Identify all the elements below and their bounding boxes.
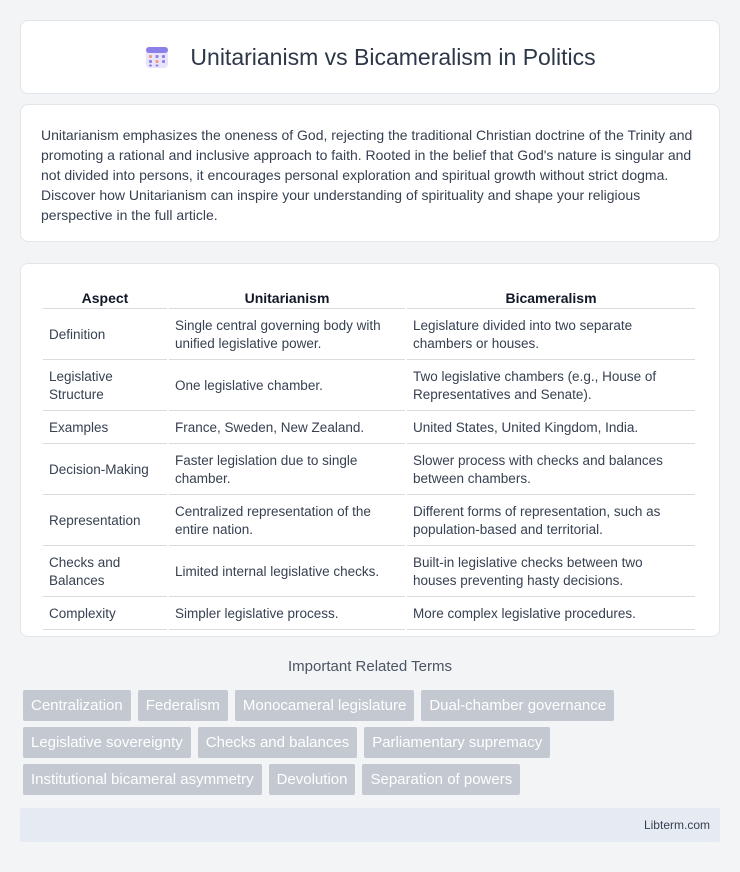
cell-aspect: Examples [43,413,167,444]
cell-unitarianism: Single central governing body with unified legislative power. [169,311,405,360]
tag-devolution[interactable]: Devolution [269,764,356,795]
cell-bicameralism: Two legislative chambers (e.g., House of Representatives and Senate). [407,362,695,411]
cell-unitarianism: Simpler legislative process. [169,599,405,630]
tag-institutional-bicameral-asymmetry[interactable]: Institutional bicameral asymmetry [23,764,262,795]
related-terms [23,690,723,801]
tag-parliamentary-supremacy[interactable]: Parliamentary supremacy [364,727,550,758]
header-card [20,20,720,94]
footer-site-link[interactable]: Libterm.com [643,818,710,832]
cell-bicameralism: More complex legislative procedures. [407,599,695,630]
tag-row [23,690,723,721]
header [144,44,595,71]
table-row [43,446,695,495]
cell-unitarianism: Limited internal legislative checks. [169,548,405,597]
tag-separation-of-powers[interactable]: Separation of powers [362,764,520,795]
cell-bicameralism: Different forms of representation, such as population-based and territorial. [407,497,695,546]
table-header-row [43,287,695,309]
related-terms-title: Important Related Terms [288,658,452,675]
cell-unitarianism: One legislative chamber. [169,362,405,411]
table-row [43,497,695,546]
page-title: Unitarianism vs Bicameralism in Politics [190,43,596,70]
tag-row [23,727,723,758]
intro-text: Unitarianism emphasizes the oneness of God, rejecting the traditional Christian doctrine of the Trinity and promoting a rational and inclusive approach to faith. Rooted in the belief that God's nature is singular and not divided into persons, it encourages personal exploration and spiritual growth without strict dogma. Discover how Unitarianism can inspire your understanding of spirituality and shape your religious perspective in the full article. [41,127,693,223]
cell-aspect: Checks and Balances [43,548,167,597]
cell-unitarianism: Faster legislation due to single chamber. [169,446,405,495]
cell-unitarianism: France, Sweden, New Zealand. [169,413,405,444]
header-unitarianism: Unitarianism [169,287,405,309]
intro-card [20,104,720,242]
tag-federalism[interactable]: Federalism [138,690,228,721]
tag-dual-chamber-governance[interactable]: Dual-chamber governance [421,690,614,721]
table-row [43,599,695,630]
cell-aspect: Decision-Making [43,446,167,495]
header-bicameralism: Bicameralism [407,287,695,309]
cell-aspect: Representation [43,497,167,546]
tag-monocameral-legislature[interactable]: Monocameral legislature [235,690,414,721]
table-row [43,548,695,597]
tag-centralization[interactable]: Centralization [23,690,131,721]
tag-legislative-sovereignty[interactable]: Legislative sovereignty [23,727,191,758]
comparison-card [20,263,720,637]
cell-bicameralism: United States, United Kingdom, India. [407,413,695,444]
cell-aspect: Definition [43,311,167,360]
table-row [43,311,695,360]
footer [20,808,720,842]
cell-bicameralism: Legislature divided into two separate chambers or houses. [407,311,695,360]
tag-checks-and-balances[interactable]: Checks and balances [198,727,357,758]
cell-unitarianism: Centralized representation of the entire nation. [169,497,405,546]
cell-bicameralism: Built-in legislative checks between two houses preventing hasty decisions. [407,548,695,597]
table-row [43,362,695,411]
cell-aspect: Legislative Structure [43,362,167,411]
table-row [43,413,695,444]
comparison-table [41,285,697,632]
header-aspect: Aspect [43,287,167,309]
tag-row [23,764,723,795]
cell-bicameralism: Slower process with checks and balances between chambers. [407,446,695,495]
cell-aspect: Complexity [43,599,167,630]
calendar-grid-icon [144,44,170,70]
